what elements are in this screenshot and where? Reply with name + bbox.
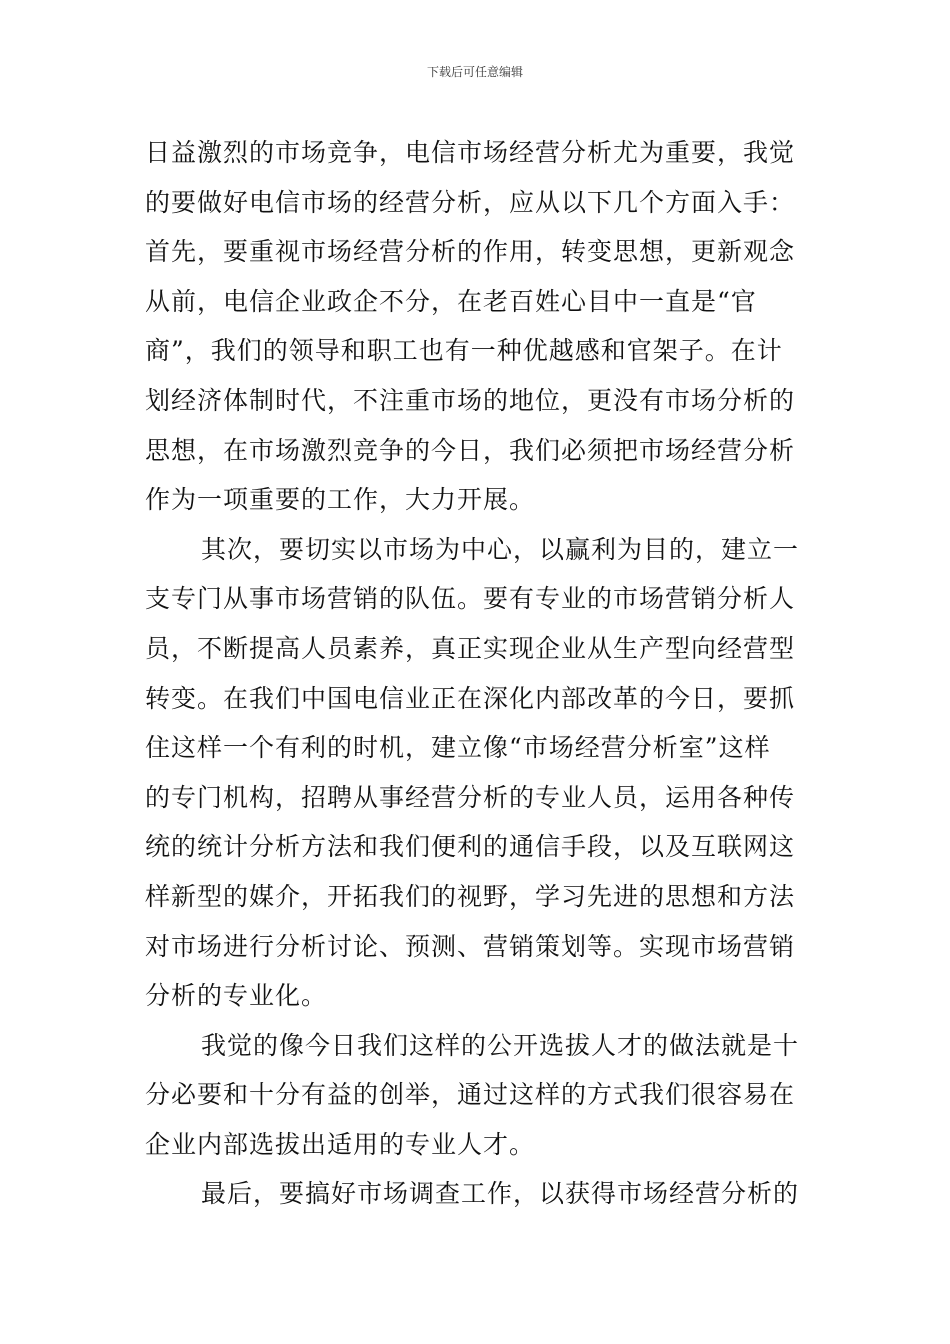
text-line: 企业内部选拔出适用的专业人才。	[145, 1129, 536, 1159]
text-line: 转变。在我们中国电信业正在深化内部改革的今日，要抓	[145, 683, 796, 713]
text-line: 商”，我们的领导和职工也有一种优越感和官架子。在计	[145, 336, 783, 366]
paragraph-1	[145, 128, 810, 525]
text-line: 分析的专业化。	[145, 981, 328, 1011]
text-line: 对市场进行分析讨论、预测、营销策划等。实现市场营销	[145, 931, 796, 961]
text-line: 我觉的像今日我们这样的公开选拔人才的做法就是十	[201, 1030, 800, 1060]
text-line: 住这样一个有利的时机，建立像“市场经营分析室”这样	[145, 733, 771, 763]
text-line: 从前，电信企业政企不分，在老百姓心目中一直是“官	[145, 286, 757, 316]
paragraph-2	[145, 525, 810, 1021]
text-line: 统的统计分析方法和我们便利的通信手段，以及互联网这	[145, 832, 796, 862]
text-line: 首先，要重视市场经营分析的作用，转变思想，更新观念	[145, 237, 796, 267]
paragraph-4	[145, 1169, 810, 1219]
text-line: 最后，要搞好市场调查工作，以获得市场经营分析的	[201, 1179, 800, 1209]
text-line: 支专门从事市场营销的队伍。要有专业的市场营销分析人	[145, 584, 796, 614]
text-line: 划经济体制时代，不注重市场的地位，更没有市场分析的	[145, 385, 796, 415]
text-line: 的专门机构，招聘从事经营分析的专业人员，运用各种传	[145, 782, 796, 812]
text-line: 员，不断提高人员素养，真正实现企业从生产型向经营型	[145, 633, 796, 663]
page-header: 下载后可任意编辑	[426, 65, 523, 79]
text-line: 分必要和十分有益的创举，通过这样的方式我们很容易在	[145, 1080, 796, 1110]
text-line: 作为一项重要的工作，大力开展。	[145, 485, 536, 515]
text-line: 其次，要切实以市场为中心，以赢利为目的，建立一	[201, 534, 800, 564]
document-body	[145, 128, 810, 1219]
paragraph-3	[145, 1021, 810, 1170]
text-line: 样新型的媒介，开拓我们的视野，学习先进的思想和方法	[145, 881, 796, 911]
text-line: 日益激烈的市场竞争，电信市场经营分析尤为重要，我觉	[145, 138, 796, 167]
text-line: 思想，在市场激烈竞争的今日，我们必须把市场经营分析	[145, 435, 796, 465]
text-line: 的要做好电信市场的经营分析，应从以下几个方面入手：	[145, 187, 796, 217]
